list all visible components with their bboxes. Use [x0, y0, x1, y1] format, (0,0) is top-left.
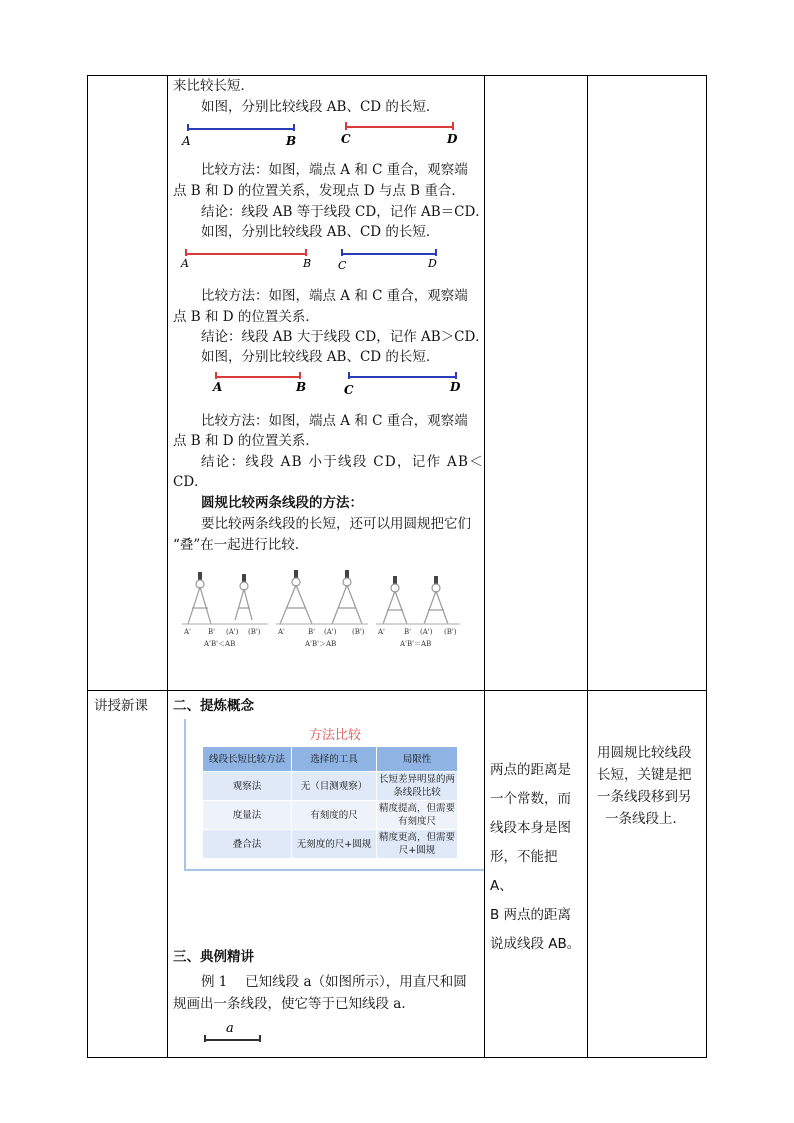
text-line: 点 B 和 D 的位置关系． [173, 309, 319, 325]
note-line: 用圆规比较线段 [597, 745, 692, 761]
segment-cd [346, 122, 453, 130]
point-label: B [286, 134, 297, 148]
table-cell: 精度更高，但需要尺+圆规 [377, 830, 458, 859]
segment-cd [342, 249, 436, 256]
text-line: 如图，分别比较线段 AB、CD 的长短． [201, 349, 440, 365]
text-line: 结论：线段 AB 大于线段 CD，记作 AB＞CD． [201, 329, 489, 345]
segment-ab [216, 372, 300, 379]
compass-comparison-figure [178, 568, 463, 658]
text-line: 点 B 和 D 的位置关系，发现点 D 与点 B 重合． [173, 183, 465, 199]
compass-label: B' [208, 628, 216, 636]
compass-caption: A'B'＜AB [204, 640, 236, 648]
note-line: 线段本身是图 [490, 820, 571, 836]
segment-figure-3 [178, 370, 478, 398]
table-border-right [706, 75, 707, 1058]
point-label: C [341, 132, 351, 146]
point-label: B [296, 380, 307, 394]
text-line: 结论：线段 AB 小于线段 CD，记作 AB＜ [201, 454, 485, 470]
table-cell: 度量法 [203, 801, 292, 830]
text-line: 要比较两条线段的长短，还可以用圆规把它们 [201, 516, 471, 532]
point-label: D [450, 380, 461, 394]
compass-label: A' [278, 628, 285, 636]
table-header-cell: 局限性 [377, 747, 458, 772]
section-heading: 三、典例精讲 [173, 949, 254, 965]
segment-label: a [226, 1021, 234, 1036]
compass-icon [424, 576, 448, 624]
compass-label: (B') [248, 628, 261, 636]
segment-figure-2 [178, 247, 478, 273]
compass-icon [332, 570, 362, 624]
compass-heading: 圆规比较两条线段的方法： [201, 495, 363, 511]
text-line: 如图，分别比较线段 AB、CD 的长短． [201, 99, 440, 115]
note-line: 形，不能把 A、 [490, 849, 558, 894]
section-heading: 二、提炼概念 [173, 698, 254, 714]
table-divider-2 [484, 75, 485, 1058]
compass-label: A' [378, 628, 385, 636]
compass-caption: A'B'＝AB [400, 640, 432, 648]
text-line: CD． [173, 474, 208, 490]
text-line: 规画出一条线段，使它等于已知线段 a． [173, 996, 415, 1012]
note-line: B 两点的距离 [490, 907, 572, 923]
method-table-title: 方法比较 [308, 728, 361, 743]
compass-label: B' [308, 628, 316, 636]
compass-label: (A') [226, 628, 239, 636]
compass-label: B' [404, 628, 412, 636]
table-cell: 叠合法 [203, 830, 292, 859]
table-cell: 无（目测观察） [292, 772, 377, 801]
section-label: 讲授新课 [94, 698, 148, 714]
table-cell: 无刻度的尺+圆规 [292, 830, 377, 859]
point-label: D [447, 132, 458, 146]
table-header-cell: 选择的工具 [292, 747, 377, 772]
compass-icon [280, 570, 312, 624]
compass-label: A' [184, 628, 191, 636]
col4-note [597, 742, 703, 830]
point-label: C [344, 383, 354, 397]
point-label: D [428, 257, 437, 270]
example-segment-figure [200, 1018, 270, 1048]
table-row-divider [87, 690, 707, 691]
text-line: 比较方法：如图，端点 A 和 C 重合，观察端 [201, 288, 468, 304]
compass-caption: A'B'＞AB [305, 640, 337, 648]
method-table [202, 746, 458, 859]
compass-icon [188, 572, 211, 624]
table-divider-3 [587, 75, 588, 1058]
point-label: C [338, 259, 347, 272]
table-cell: 精度提高，但需要有刻度尺 [377, 801, 458, 830]
method-table-figure [184, 719, 484, 871]
table-cell: 观察法 [203, 772, 292, 801]
compass-label: (A') [420, 628, 433, 636]
table-cell: 长短差异明显的两条线段比较 [377, 772, 458, 801]
table-border-left [87, 75, 88, 1058]
compass-label: (A') [324, 628, 337, 636]
text-line: 如图，分别比较线段 AB、CD 的长短． [201, 224, 440, 240]
note-line: 一条线段上． [605, 811, 686, 827]
point-label: A [181, 257, 189, 270]
text-line: 结论：线段 AB 等于线段 CD，记作 AB＝CD． [201, 204, 489, 220]
note-line: 一个常数，而 [490, 791, 571, 807]
note-line: 长短，关键是把 [597, 767, 692, 783]
text-line: 来比较长短． [173, 78, 254, 94]
note-line: 说成线段 AB。 [490, 936, 581, 952]
table-divider-1 [167, 75, 168, 1058]
col3-note [490, 756, 582, 959]
segment-figure-1 [178, 121, 478, 151]
point-label: A [213, 380, 223, 394]
text-line: 例 1 已知线段 a（如图所示），用直尺和圆 [201, 974, 467, 990]
compass-icon [383, 576, 407, 624]
text-line: 点 B 和 D 的位置关系． [173, 433, 319, 449]
segment-ab [186, 249, 306, 256]
table-border-bottom [87, 1057, 707, 1058]
point-label: A [182, 134, 191, 148]
note-line: 两点的距离是 [490, 762, 571, 778]
text-line: “叠”在一起进行比较. [173, 537, 300, 553]
segment-ab [188, 124, 294, 131]
text-line: 比较方法：如图，端点 A 和 C 重合，观察端 [201, 162, 468, 178]
table-header-cell: 线段长短比较方法 [203, 747, 292, 772]
note-line: 一条线段移到另 [597, 789, 692, 805]
compass-label: (B') [444, 628, 457, 636]
compass-icon [235, 574, 252, 620]
segment-cd [349, 372, 456, 379]
text-line: 比较方法：如图，端点 A 和 C 重合，观察端 [201, 413, 468, 429]
table-cell: 有刻度的尺 [292, 801, 377, 830]
point-label: B [303, 257, 312, 270]
compass-label: (B') [352, 628, 365, 636]
